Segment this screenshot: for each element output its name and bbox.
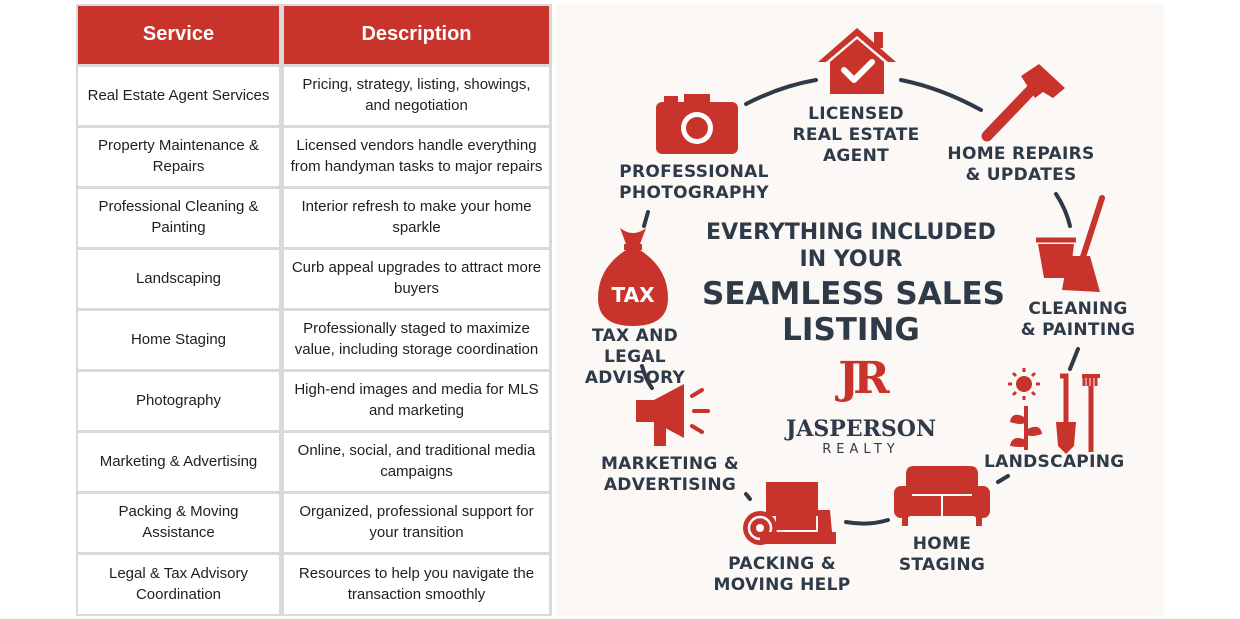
table-cell-description: High-end images and media for MLS and marketing (284, 372, 549, 430)
table-cell-description: Curb appeal upgrades to attract more buyers (284, 250, 549, 308)
sofa-icon (892, 464, 992, 528)
logo-monogram: JR (838, 353, 884, 404)
table-cell-service: Marketing & Advertising (78, 433, 279, 491)
camera-icon (654, 92, 740, 156)
item-label-agent: LICENSED REAL ESTATE AGENT (792, 104, 920, 166)
table-header-service: Service (78, 6, 279, 64)
broom-bucket-icon (1034, 194, 1108, 294)
table-cell-service: Photography (78, 372, 279, 430)
table-cell-service: Property Maintenance & Repairs (78, 128, 279, 186)
item-label-cleaning: CLEANING & PAINTING (1020, 299, 1136, 340)
table-cell-description: Pricing, strategy, listing, showings, and negotiation (284, 67, 549, 125)
table-cell-service: Packing & Moving Assistance (78, 494, 279, 552)
table-cell-service: Legal & Tax Advisory Coordination (78, 555, 279, 614)
table-cell-service: Real Estate Agent Services (78, 67, 279, 125)
table-cell-service: Landscaping (78, 250, 279, 308)
item-label-landscaping: LANDSCAPING (984, 452, 1125, 472)
table-cell-description: Organized, professional support for your transition (284, 494, 549, 552)
table-cell-service: Home Staging (78, 311, 279, 369)
table-cell-description: Professionally staged to maximize value, including storage coordination (284, 311, 549, 369)
item-label-repairs: HOME REPAIRS & UPDATES (947, 144, 1095, 185)
table-cell-service: Professional Cleaning & Painting (78, 189, 279, 247)
table-cell-description: Resources to help you navigate the transaction smoothly (284, 555, 549, 614)
infographic-title-line4: LISTING (782, 312, 920, 348)
logo-subtitle: REALTY (822, 442, 900, 457)
house-check-icon (816, 26, 898, 96)
table-cell-description: Interior refresh to make your home sparkle (284, 189, 549, 247)
item-label-staging: HOME STAGING (898, 534, 986, 575)
item-label-photography: PROFESSIONAL PHOTOGRAPHY (619, 162, 769, 203)
garden-tools-icon (1004, 366, 1100, 454)
infographic-title-line3: SEAMLESS SALES (702, 276, 1005, 312)
infographic-title-line1: EVERYTHING INCLUDED (706, 220, 996, 245)
item-label-tax: TAX AND LEGAL ADVISORY (584, 326, 686, 388)
table-header-description: Description (284, 6, 549, 64)
megaphone-icon (632, 380, 722, 450)
tax-bag-icon (596, 224, 670, 328)
item-label-packing: PACKING & MOVING HELP (713, 554, 851, 595)
services-table (76, 4, 552, 616)
table-cell-description: Online, social, and traditional media campaigns (284, 433, 549, 491)
svg-text:TAX: TAX (611, 283, 655, 307)
table-cell-description: Licensed vendors handle everything from handyman tasks to major repairs (284, 128, 549, 186)
hammer-icon (981, 62, 1067, 142)
infographic-title-line2: IN YOUR (799, 247, 903, 272)
item-label-marketing: MARKETING & ADVERTISING (600, 454, 740, 495)
logo-name: JASPERSON (785, 416, 937, 442)
infographic-panel (556, 4, 1164, 616)
moving-boxes-icon (736, 480, 840, 546)
